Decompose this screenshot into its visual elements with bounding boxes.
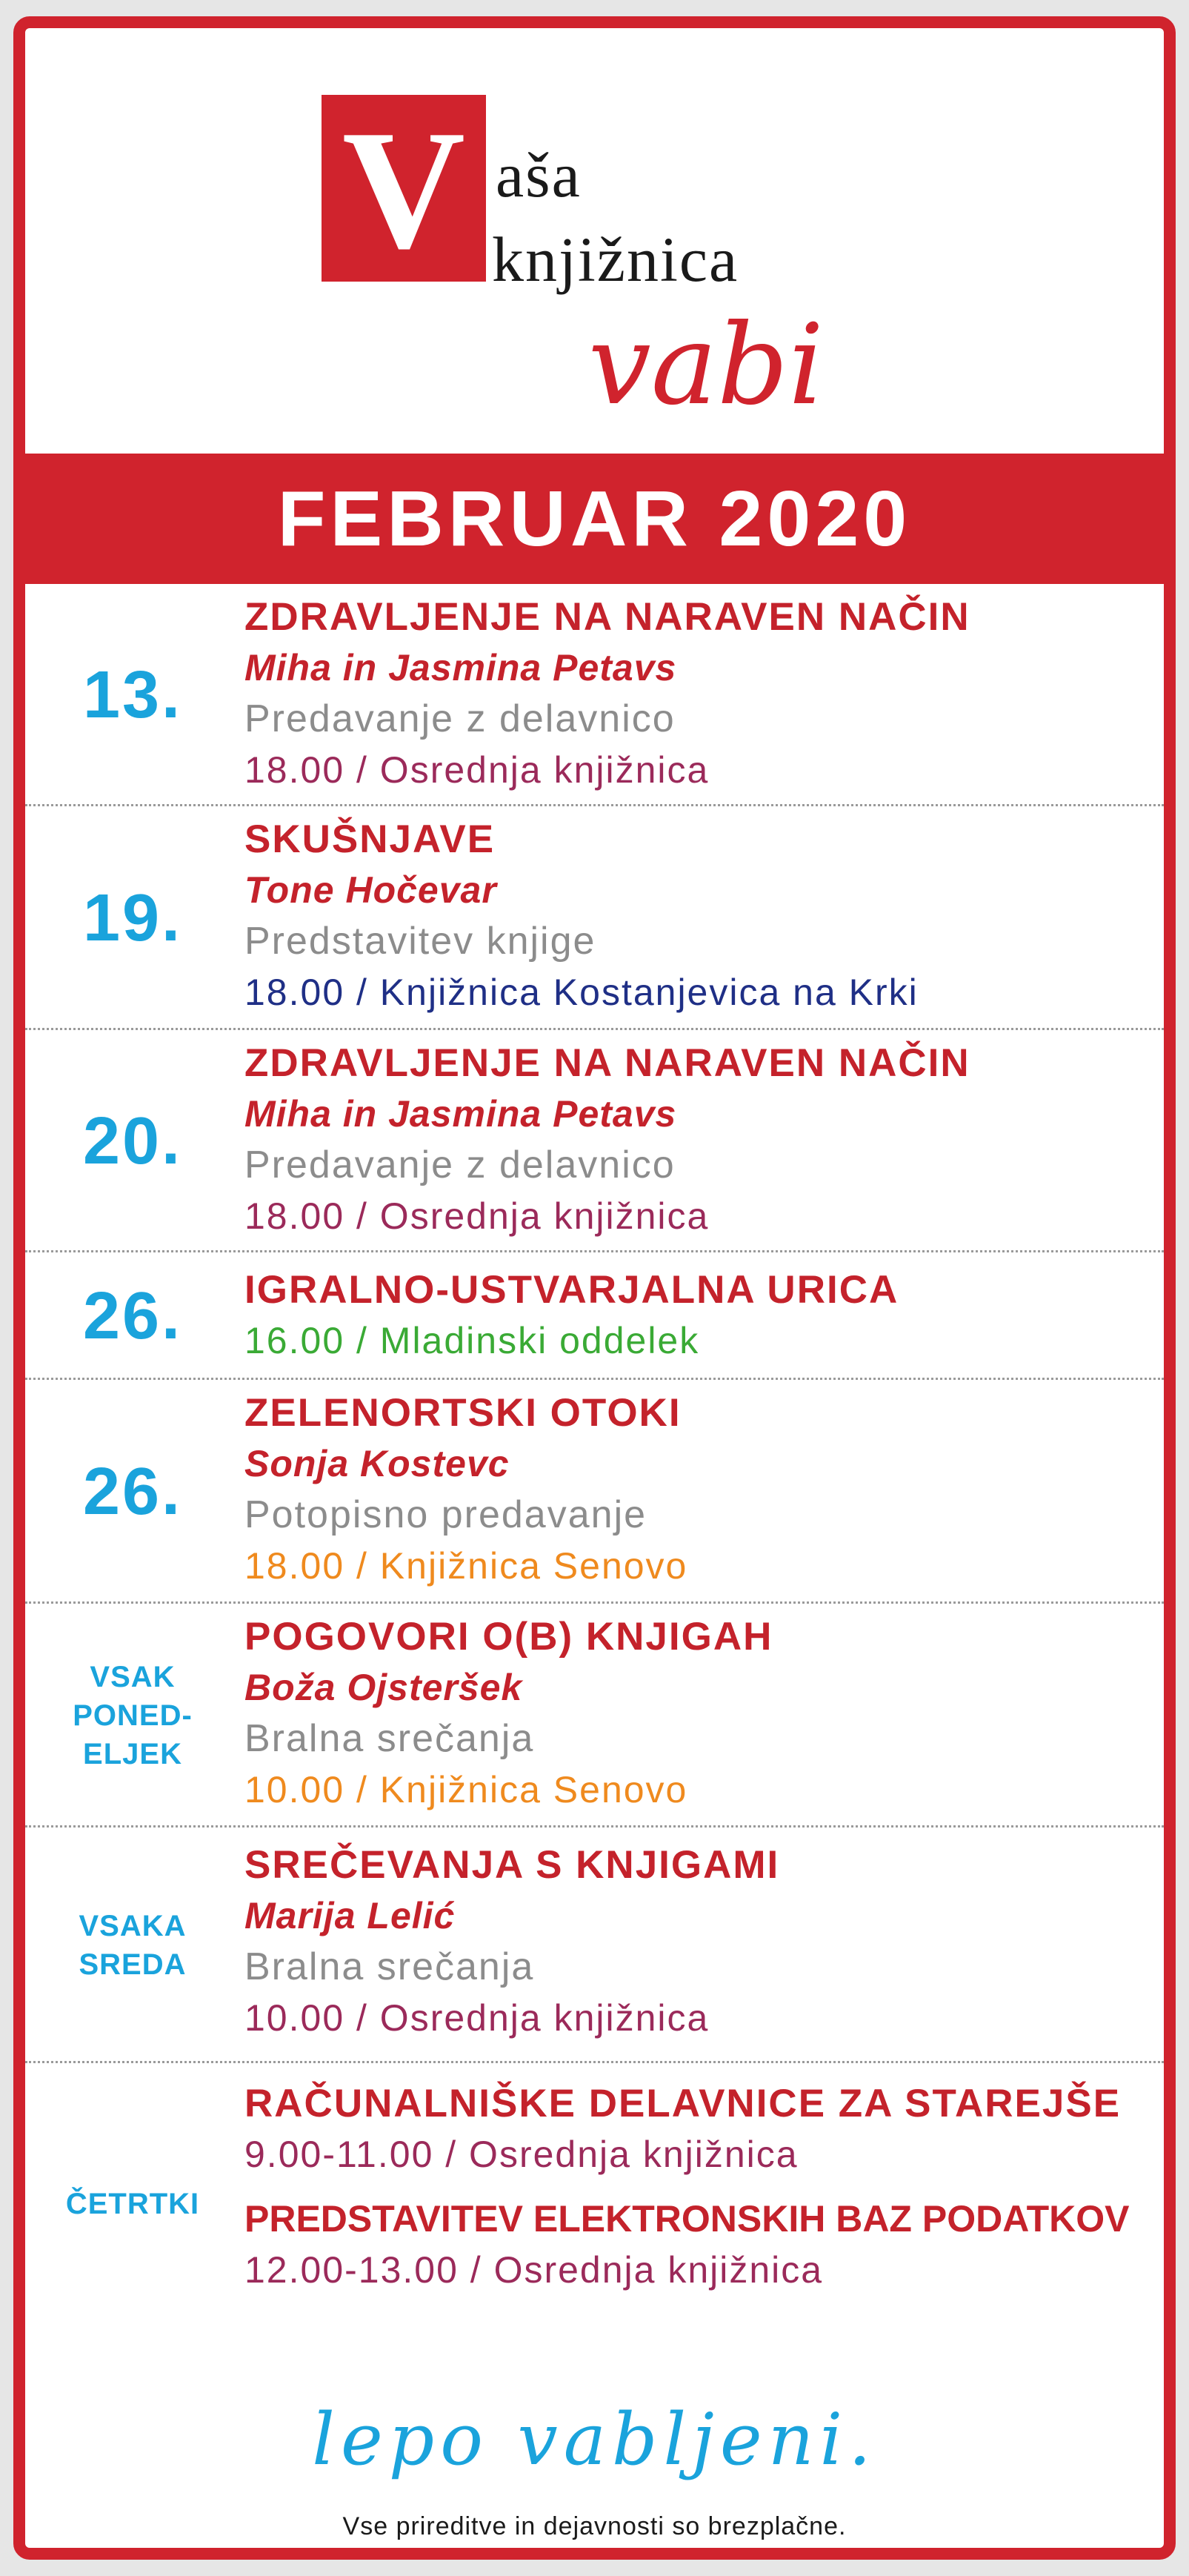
event-title: SKUŠNJAVE — [244, 817, 496, 861]
event-title-2: PREDSTAVITEV ELEKTRONSKIH BAZ PODATKOV — [244, 2198, 1130, 2240]
logo-letter: V — [342, 95, 466, 282]
event-time: 9.00-11.00 / Osrednja knjižnica — [244, 2134, 799, 2175]
logo-text-line1: aša — [496, 139, 582, 210]
event-type: Predstavitev knjige — [244, 920, 596, 963]
logo-script-vabi: vabi — [588, 301, 825, 430]
event-title: RAČUNALNIŠKE DELAVNICE ZA STAREJŠE — [244, 2082, 1122, 2125]
library-logo — [322, 95, 840, 430]
event-date: 13. — [82, 657, 183, 732]
event-date: 19. — [82, 880, 183, 955]
event-date — [25, 1828, 240, 2063]
event-date-line: VSAKA — [79, 1910, 187, 1942]
event-date-line: ČETRTKI — [65, 2188, 200, 2220]
event-type: Potopisno predavanje — [244, 1493, 647, 1536]
event-time: 18.00 / Osrednja knjižnica — [244, 1195, 710, 1237]
event-author: Boža Ojsteršek — [244, 1667, 523, 1708]
event-time: 18.00 / Osrednja knjižnica — [244, 749, 710, 791]
event-type: Predavanje z delavnico — [244, 697, 676, 740]
event-date: 20. — [82, 1103, 183, 1178]
event-author: Tone Hočevar — [244, 869, 497, 911]
event-date-line: SREDA — [79, 1948, 187, 1981]
event-item — [25, 1604, 1164, 1828]
event-title: ZELENORTSKI OTOKI — [244, 1391, 682, 1435]
event-type: Predavanje z delavnico — [244, 1143, 676, 1186]
event-title: IGRALNO-USTVARJALNA URICA — [244, 1268, 899, 1312]
event-date: 26. — [82, 1454, 183, 1529]
event-author: Sonja Kostevc — [244, 1443, 510, 1484]
event-time: 18.00 / Knjižnica Kostanjevica na Krki — [244, 972, 919, 1013]
logo-text-line2: knjižnica — [492, 224, 739, 295]
event-type: Bralna srečanja — [244, 1717, 535, 1760]
event-title: ZDRAVLJENJE NA NARAVEN NAČIN — [244, 595, 970, 639]
event-time: 10.00 / Knjižnica Senovo — [244, 1769, 688, 1810]
event-date-line: PONED- — [73, 1699, 193, 1732]
footer-note: Vse prireditve in dejavnosti so brezplačne. — [342, 2512, 847, 2540]
event-time: 16.00 / Mladinski oddelek — [244, 1320, 700, 1361]
event-title: SREČEVANJA S KNJIGAMI — [244, 1843, 780, 1887]
event-item — [25, 1030, 1164, 1252]
month-banner — [25, 454, 1164, 584]
event-type: Bralna srečanja — [244, 1945, 535, 1988]
event-time: 10.00 / Osrednja knjižnica — [244, 1997, 710, 2039]
poster-frame — [13, 16, 1176, 2560]
event-item — [25, 2063, 1164, 2345]
event-author: Miha in Jasmina Petavs — [244, 647, 677, 688]
event-item — [25, 806, 1164, 1030]
event-time-2: 12.00-13.00 / Osrednja knjižnica — [244, 2249, 824, 2291]
logo-emblem — [322, 95, 486, 282]
event-item — [25, 1380, 1164, 1604]
month-title: FEBRUAR 2020 — [277, 474, 912, 562]
event-item — [25, 584, 1164, 806]
event-date — [25, 1604, 240, 1828]
event-time: 18.00 / Knjižnica Senovo — [244, 1545, 688, 1587]
event-item — [25, 1252, 1164, 1380]
footer-greeting: lepo vabljeni. — [312, 2398, 877, 2481]
event-date: 26. — [82, 1278, 183, 1353]
event-author: Miha in Jasmina Petavs — [244, 1093, 677, 1135]
event-title: POGOVORI O(B) KNJIGAH — [244, 1615, 773, 1659]
event-title: ZDRAVLJENJE NA NARAVEN NAČIN — [244, 1041, 970, 1085]
event-date — [25, 2063, 240, 2345]
event-date-line: VSAK — [90, 1661, 176, 1693]
event-date-line: ELJEK — [83, 1738, 182, 1770]
event-author: Marija Lelić — [244, 1895, 456, 1936]
event-item — [25, 1828, 1164, 2063]
